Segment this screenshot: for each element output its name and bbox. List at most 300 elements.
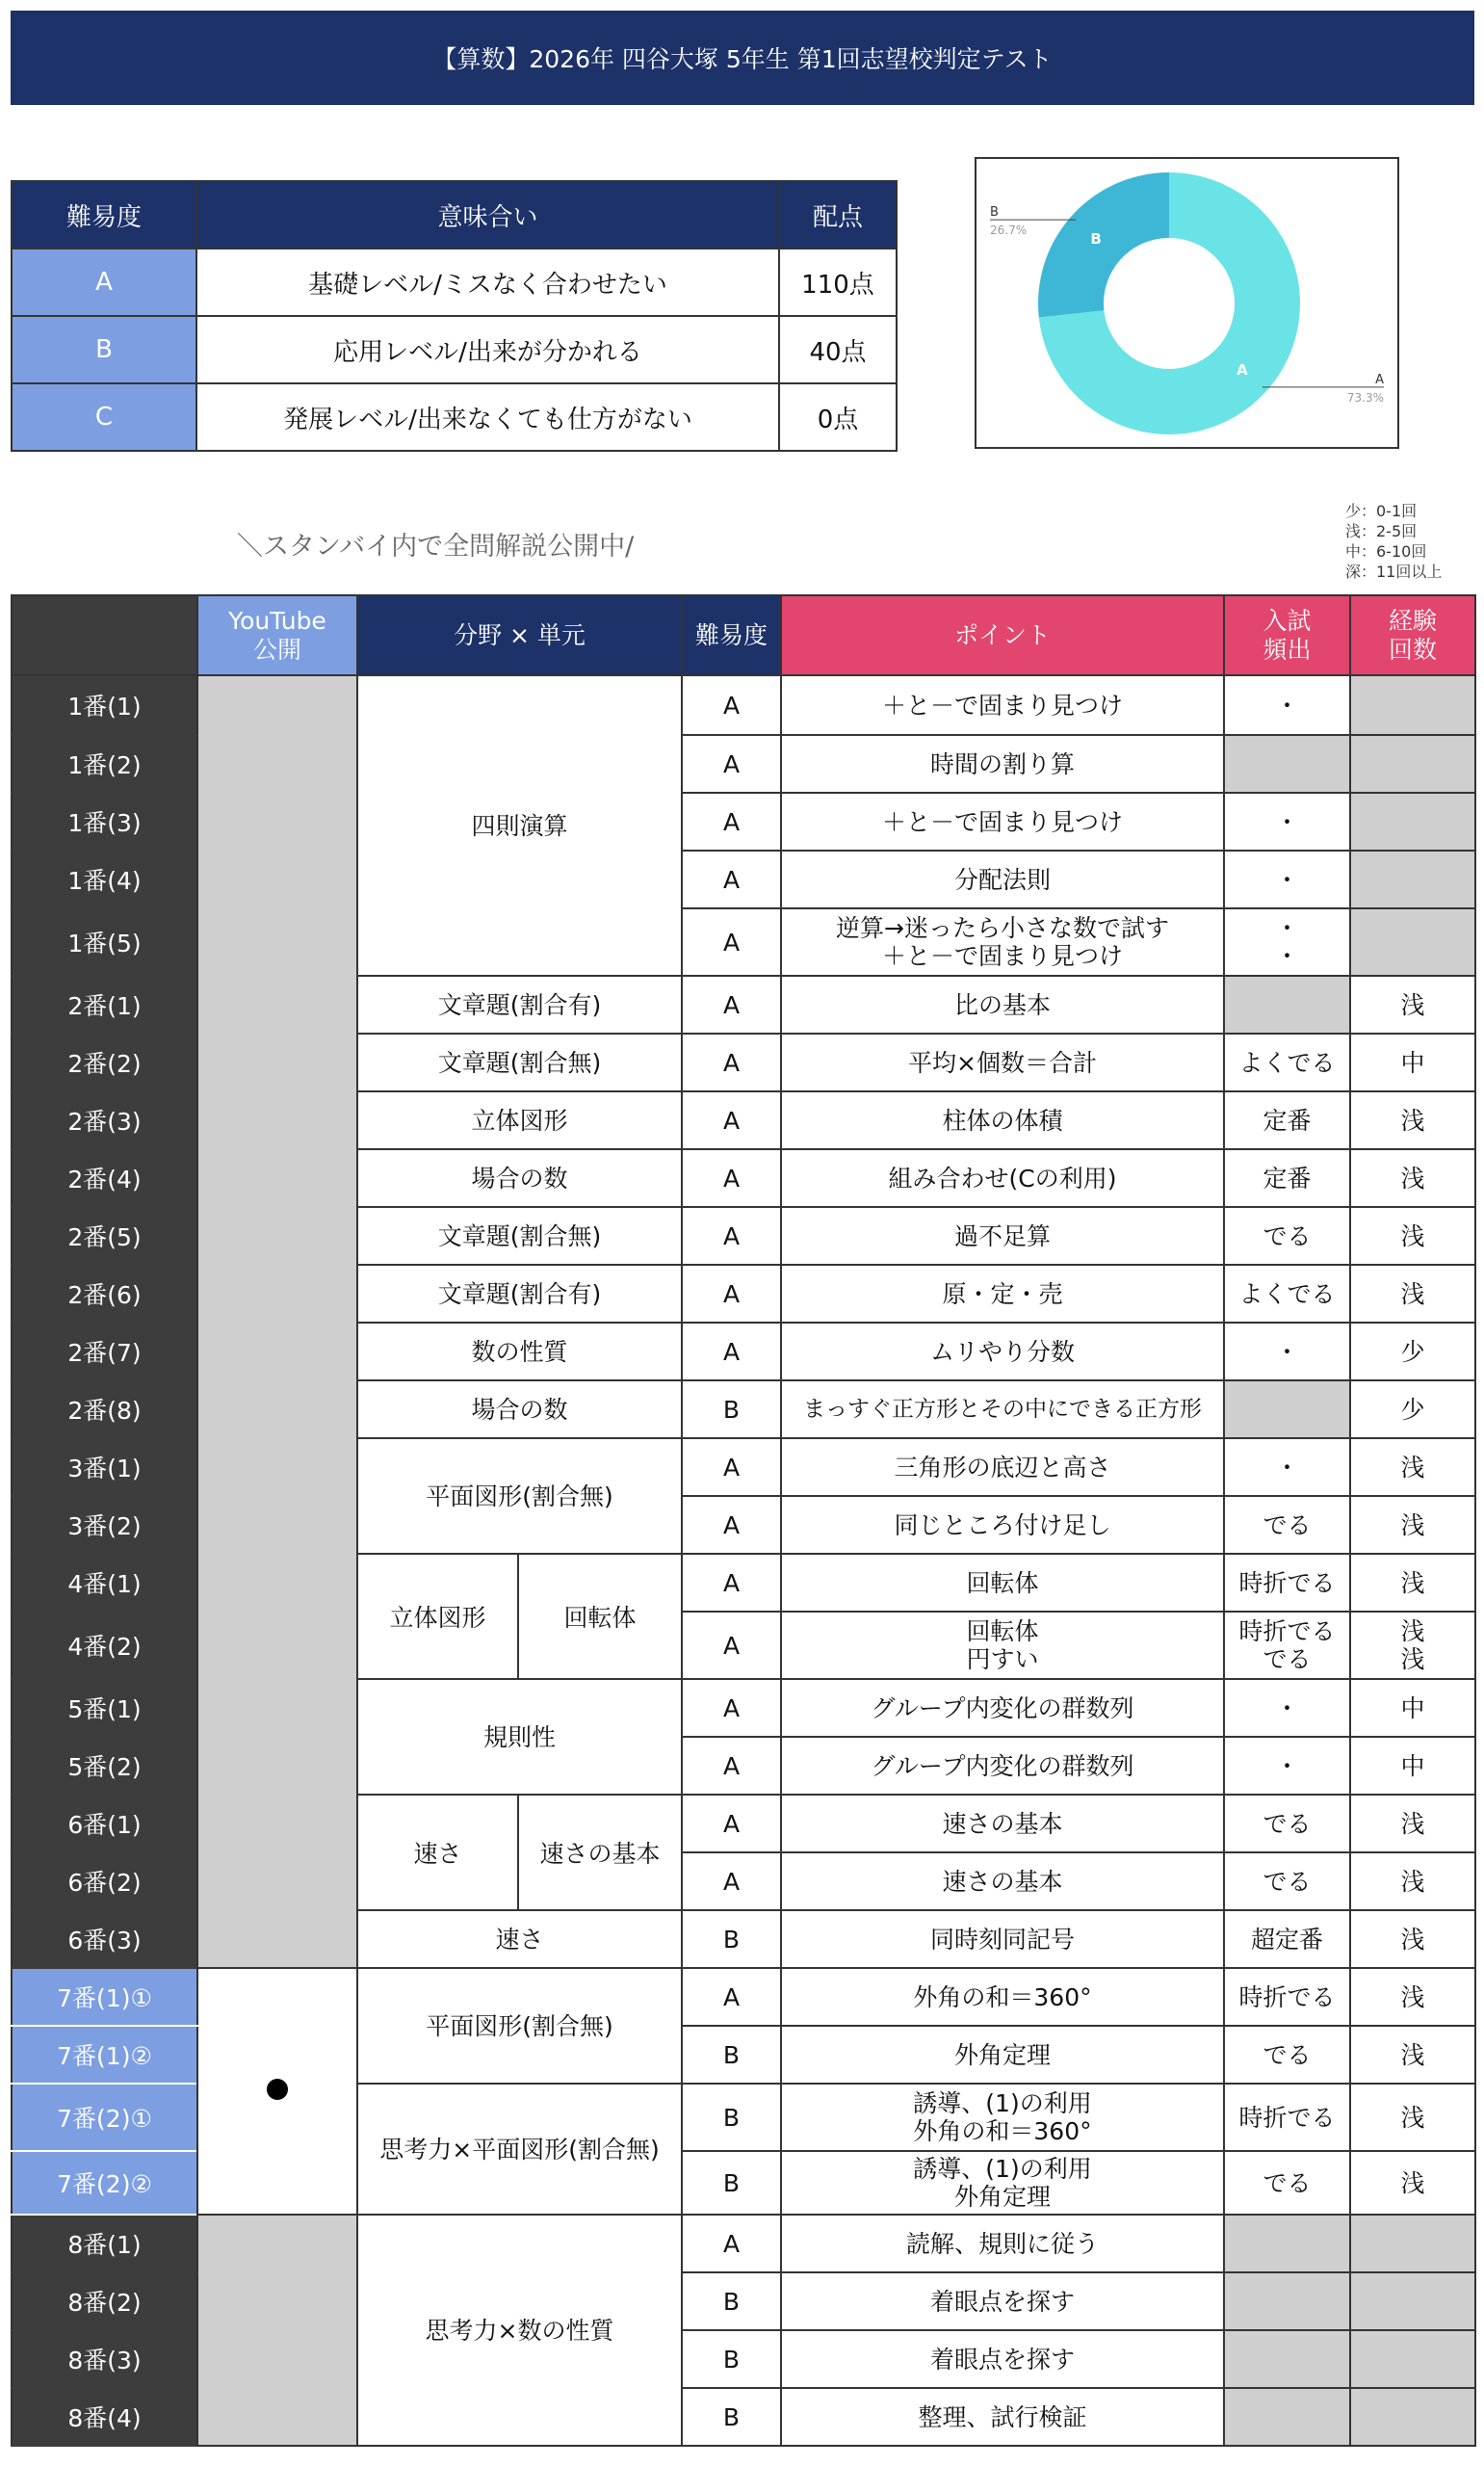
question-number: 7番(1)② [12, 2026, 197, 2084]
exam-frequency-line: でる [1263, 1221, 1312, 1250]
difficulty-cell: A [682, 735, 781, 793]
exam-frequency-line: でる [1263, 1510, 1312, 1539]
difficulty-cell: B [682, 1380, 781, 1438]
donut-slice-label: A [1237, 361, 1248, 380]
exam-frequency-cell [1224, 1323, 1350, 1380]
exam-frequency-line: ・ [1274, 914, 1299, 942]
point-cell [781, 675, 1224, 735]
diff-points-c: 0点 [779, 383, 897, 451]
field-cell: 平面図形(割合無) [357, 1968, 682, 2084]
experience-legend [1345, 501, 1442, 582]
point-cell [781, 2026, 1224, 2084]
donut-category-label: B [990, 205, 999, 221]
experience-cell [1350, 1034, 1475, 1091]
exam-frequency-cell [1224, 2084, 1350, 2151]
point-line: ムリやり分数 [929, 1337, 1075, 1366]
exam-frequency-line: ・ [1274, 691, 1299, 720]
experience-line: 浅 [1400, 2103, 1425, 2132]
point-line: 読解、規則に従う [905, 2229, 1099, 2258]
donut-slice-label: B [1090, 229, 1102, 248]
youtube-cell [197, 1968, 357, 2215]
exam-frequency-cell [1224, 851, 1350, 908]
exam-frequency-cell [1224, 2215, 1350, 2272]
point-line: 柱体の体積 [942, 1106, 1063, 1135]
experience-line: 浅 [1400, 2168, 1425, 2197]
question-number: 7番(1)① [12, 1968, 197, 2026]
question-number: 8番(4) [12, 2388, 197, 2446]
header-experience-line1: 経験 [1388, 606, 1437, 635]
exam-frequency-cell [1224, 1852, 1350, 1910]
diff-level-c: C [12, 383, 196, 451]
question-number: 2番(6) [12, 1265, 197, 1323]
point-cell [781, 851, 1224, 908]
point-cell [781, 1380, 1224, 1438]
point-line: ＋と－で固まり見つけ [881, 942, 1123, 970]
experience-cell [1350, 1910, 1475, 1968]
experience-line: 浅 [1400, 1809, 1425, 1838]
donut-percent-label: 73.3% [1346, 390, 1384, 405]
header-question [12, 595, 197, 675]
exam-frequency-cell [1224, 1265, 1350, 1323]
experience-line: 浅 [1400, 1106, 1425, 1135]
diff-meaning-a: 基礎レベル/ミスなく合わせたい [196, 249, 779, 316]
exam-frequency-line: ・ [1274, 1693, 1299, 1722]
diff-points-b: 40点 [779, 316, 897, 383]
exam-frequency-cell [1224, 793, 1350, 851]
header-experience [1350, 595, 1475, 675]
youtube-cell [197, 2215, 357, 2446]
diff-meaning-c: 発展レベル/出来なくても仕方がない [196, 383, 779, 451]
experience-line: 中 [1400, 1693, 1425, 1722]
point-cell [781, 2151, 1224, 2215]
question-table [11, 594, 1476, 2447]
point-line: ＋と－で固まり見つけ [881, 691, 1123, 720]
point-cell [781, 2272, 1224, 2330]
diff-header-points: 配点 [779, 181, 897, 249]
point-cell [781, 1323, 1224, 1380]
question-number: 8番(2) [12, 2272, 197, 2330]
point-line: 分配法則 [953, 865, 1051, 894]
difficulty-cell: B [682, 2084, 781, 2151]
exam-frequency-cell [1224, 1910, 1350, 1968]
exam-frequency-cell [1224, 1612, 1350, 1679]
exam-frequency-line: でる [1263, 1867, 1312, 1896]
youtube-cell [197, 675, 357, 1968]
diff-header-level: 難易度 [12, 181, 196, 249]
experience-cell [1350, 2026, 1475, 2084]
question-number: 8番(3) [12, 2330, 197, 2388]
exam-frequency-line: ・ [1274, 942, 1299, 970]
experience-cell [1350, 793, 1475, 851]
field-cell: 文章題(割合無) [357, 1034, 682, 1091]
difficulty-cell: A [682, 1091, 781, 1149]
exam-frequency-cell [1224, 1554, 1350, 1612]
exam-frequency-line: 超定番 [1250, 1925, 1323, 1954]
experience-cell [1350, 1968, 1475, 2026]
diff-level-b: B [12, 316, 196, 383]
exam-frequency-cell [1224, 1438, 1350, 1496]
experience-cell [1350, 1795, 1475, 1852]
exam-frequency-line: 時折でる [1238, 2103, 1336, 2132]
diff-level-a: A [12, 249, 196, 316]
point-line: 比の基本 [953, 990, 1051, 1019]
exam-frequency-line: でる [1263, 1645, 1312, 1673]
experience-cell [1350, 2084, 1475, 2151]
experience-cell [1350, 675, 1475, 735]
donut-svg [976, 159, 1397, 447]
point-line: 外角の和＝360° [913, 2117, 1092, 2145]
experience-cell [1350, 2151, 1475, 2215]
exam-frequency-line: ・ [1274, 1453, 1299, 1482]
donut-slice-b [1038, 172, 1169, 317]
question-number: 2番(5) [12, 1207, 197, 1265]
point-line: 逆算→迷ったら小さな数で試す [836, 914, 1169, 942]
experience-cell [1350, 1438, 1475, 1496]
legend-item: 少：0-1回 [1345, 502, 1418, 520]
experience-cell [1350, 1496, 1475, 1554]
experience-cell [1350, 851, 1475, 908]
experience-cell [1350, 1091, 1475, 1149]
difficulty-cell: A [682, 908, 781, 976]
question-number: 1番(5) [12, 908, 197, 976]
difficulty-cell: B [682, 2388, 781, 2446]
point-cell [781, 1091, 1224, 1149]
point-cell [781, 1679, 1224, 1737]
difficulty-cell: A [682, 1612, 781, 1679]
point-cell [781, 2388, 1224, 2446]
question-number: 3番(2) [12, 1496, 197, 1554]
point-line: 外角定理 [953, 2183, 1051, 2211]
table-row [12, 2215, 1475, 2272]
diff-header-meaning: 意味合い [196, 181, 779, 249]
question-number: 4番(1) [12, 1554, 197, 1612]
experience-line: 浅 [1400, 1510, 1425, 1539]
header-exam-line1: 入試 [1263, 606, 1312, 635]
difficulty-cell: B [682, 2151, 781, 2215]
question-number: 7番(2)② [12, 2151, 197, 2215]
point-cell [781, 908, 1224, 976]
header-experience-line2: 回数 [1388, 635, 1437, 664]
point-line: グループ内変化の群数列 [871, 1751, 1134, 1780]
point-line: 外角定理 [953, 2040, 1051, 2069]
legend-item: 浅：2-5回 [1345, 522, 1418, 540]
header-youtube-line1: YouTube [228, 606, 326, 635]
question-number: 7番(2)① [12, 2084, 197, 2151]
exam-frequency-cell [1224, 1380, 1350, 1438]
field-cell: 思考力×平面図形(割合無) [357, 2084, 682, 2215]
point-line: 回転体 [966, 1617, 1039, 1645]
difficulty-cell: B [682, 2026, 781, 2084]
difficulty-table [11, 180, 898, 452]
experience-line: 浅 [1400, 1279, 1425, 1308]
exam-frequency-cell [1224, 2026, 1350, 2084]
point-cell [781, 1968, 1224, 2026]
experience-line: 浅 [1400, 1925, 1425, 1954]
point-cell [781, 1207, 1224, 1265]
exam-frequency-line: でる [1263, 2040, 1312, 2069]
field-cell: 速さ [357, 1910, 682, 1968]
question-number: 6番(1) [12, 1795, 197, 1852]
point-line: 組み合わせ(Cの利用) [888, 1164, 1117, 1193]
exam-frequency-cell [1224, 2388, 1350, 2446]
question-number: 4番(2) [12, 1612, 197, 1679]
experience-line: 浅 [1400, 1645, 1425, 1673]
question-number: 6番(2) [12, 1852, 197, 1910]
exam-frequency-cell [1224, 2272, 1350, 2330]
exam-frequency-line: 時折でる [1238, 1617, 1336, 1645]
field-cell: 文章題(割合有) [357, 976, 682, 1034]
experience-line: 浅 [1400, 1867, 1425, 1896]
point-line: 原・定・売 [942, 1279, 1063, 1308]
difficulty-cell: A [682, 1149, 781, 1207]
exam-frequency-line: 時折でる [1238, 1568, 1336, 1597]
point-cell [781, 976, 1224, 1034]
experience-cell [1350, 1554, 1475, 1612]
point-cell [781, 793, 1224, 851]
exam-frequency-line: 定番 [1263, 1164, 1312, 1193]
exam-frequency-line: でる [1263, 1809, 1312, 1838]
experience-cell [1350, 908, 1475, 976]
point-cell [781, 1149, 1224, 1207]
point-cell [781, 2084, 1224, 2151]
point-line: 速さの基本 [942, 1867, 1063, 1896]
experience-line: 浅 [1400, 1568, 1425, 1597]
header-point: ポイント [781, 595, 1224, 675]
difficulty-cell: A [682, 793, 781, 851]
experience-cell [1350, 1323, 1475, 1380]
point-cell [781, 2330, 1224, 2388]
difficulty-cell: A [682, 1265, 781, 1323]
difficulty-cell: A [682, 976, 781, 1034]
unit-cell: 速さの基本 [518, 1795, 682, 1910]
field-cell: 数の性質 [357, 1323, 682, 1380]
question-number: 3番(1) [12, 1438, 197, 1496]
point-cell [781, 1265, 1224, 1323]
point-cell [781, 1910, 1224, 1968]
difficulty-cell: A [682, 1554, 781, 1612]
diff-meaning-b: 応用レベル/出来が分かれる [196, 316, 779, 383]
experience-cell [1350, 1265, 1475, 1323]
point-cell [781, 2215, 1224, 2272]
experience-cell [1350, 735, 1475, 793]
exam-frequency-cell [1224, 976, 1350, 1034]
point-cell [781, 1496, 1224, 1554]
point-line: ＋と－で固まり見つけ [881, 807, 1123, 836]
exam-frequency-cell [1224, 1091, 1350, 1149]
experience-cell [1350, 976, 1475, 1034]
question-number: 2番(8) [12, 1380, 197, 1438]
header-field: 分野 × 単元 [357, 595, 682, 675]
exam-frequency-line: 定番 [1263, 1106, 1312, 1135]
exam-frequency-line: ・ [1274, 807, 1299, 836]
difficulty-cell: A [682, 1852, 781, 1910]
difficulty-donut-chart [975, 157, 1399, 449]
point-cell [781, 1438, 1224, 1496]
difficulty-cell: B [682, 2272, 781, 2330]
point-line: 同時刻同記号 [929, 1925, 1075, 1954]
donut-percent-label: 26.7% [990, 223, 1028, 238]
experience-line: 浅 [1400, 1221, 1425, 1250]
legend-item: 深：11回以上 [1345, 563, 1443, 581]
experience-cell [1350, 1612, 1475, 1679]
field-cell: 立体図形 [357, 1554, 518, 1679]
question-number: 5番(2) [12, 1737, 197, 1795]
point-line: 外角の和＝360° [913, 1982, 1092, 2011]
exam-frequency-line: よくでる [1238, 1048, 1336, 1077]
experience-line: 浅 [1400, 990, 1425, 1019]
header-youtube [197, 595, 357, 675]
youtube-published-dot [267, 2079, 288, 2100]
point-cell [781, 1612, 1224, 1679]
exam-frequency-line: ・ [1274, 865, 1299, 894]
point-line: 整理、試行検証 [918, 2402, 1087, 2431]
experience-line: 中 [1400, 1751, 1425, 1780]
table-row [12, 675, 1475, 735]
point-line: 同じところ付け足し [894, 1510, 1111, 1539]
experience-cell [1350, 1207, 1475, 1265]
point-line: 円すい [966, 1645, 1039, 1673]
point-cell [781, 1737, 1224, 1795]
difficulty-cell: B [682, 2330, 781, 2388]
difficulty-cell: A [682, 1795, 781, 1852]
point-line: 三角形の底辺と高さ [894, 1453, 1111, 1482]
difficulty-cell: A [682, 1323, 781, 1380]
question-number: 2番(4) [12, 1149, 197, 1207]
field-cell: 立体図形 [357, 1091, 682, 1149]
exam-frequency-cell [1224, 1679, 1350, 1737]
point-cell [781, 1795, 1224, 1852]
exam-frequency-line: 時折でる [1238, 1982, 1336, 2011]
point-line: 着眼点を探す [929, 2345, 1075, 2374]
point-cell [781, 1852, 1224, 1910]
experience-line: 浅 [1400, 1982, 1425, 2011]
point-line: 速さの基本 [942, 1809, 1063, 1838]
field-cell: 思考力×数の性質 [357, 2215, 682, 2446]
question-number: 6番(3) [12, 1910, 197, 1968]
experience-line: 少 [1400, 1337, 1425, 1366]
header-difficulty: 難易度 [682, 595, 781, 675]
point-line: 回転体 [966, 1568, 1039, 1597]
experience-cell [1350, 1737, 1475, 1795]
field-cell: 場合の数 [357, 1380, 682, 1438]
exam-frequency-cell [1224, 908, 1350, 976]
exam-frequency-cell [1224, 675, 1350, 735]
point-cell [781, 1554, 1224, 1612]
donut-category-label: A [1375, 372, 1384, 387]
field-cell: 文章題(割合無) [357, 1207, 682, 1265]
point-line: 誘導、(1)の利用 [913, 2155, 1092, 2183]
exam-frequency-cell [1224, 735, 1350, 793]
exam-frequency-cell [1224, 1737, 1350, 1795]
exam-frequency-line: でる [1263, 2168, 1312, 2197]
point-cell [781, 1034, 1224, 1091]
question-number: 2番(1) [12, 976, 197, 1034]
point-line: 平均×個数＝合計 [908, 1048, 1097, 1077]
exam-frequency-cell [1224, 1795, 1350, 1852]
question-number: 1番(3) [12, 793, 197, 851]
question-number: 2番(7) [12, 1323, 197, 1380]
difficulty-cell: A [682, 851, 781, 908]
question-number: 8番(1) [12, 2215, 197, 2272]
point-line: 誘導、(1)の利用 [913, 2089, 1092, 2117]
field-cell: 場合の数 [357, 1149, 682, 1207]
experience-cell [1350, 1852, 1475, 1910]
unit-cell: 回転体 [518, 1554, 682, 1679]
field-cell: 平面図形(割合無) [357, 1438, 682, 1554]
difficulty-cell: A [682, 1438, 781, 1496]
difficulty-cell: B [682, 1910, 781, 1968]
header-youtube-line2: 公開 [252, 635, 301, 664]
standby-note: ＼スタンバイ内で全問解説公開中/ [237, 532, 635, 562]
experience-cell [1350, 2272, 1475, 2330]
exam-frequency-cell [1224, 1207, 1350, 1265]
field-cell: 文章題(割合有) [357, 1265, 682, 1323]
legend-item: 中：6-10回 [1345, 542, 1427, 561]
difficulty-cell: A [682, 1737, 781, 1795]
exam-frequency-cell [1224, 1968, 1350, 2026]
point-line: 着眼点を探す [929, 2287, 1075, 2316]
exam-frequency-cell [1224, 2330, 1350, 2388]
question-number: 2番(2) [12, 1034, 197, 1091]
experience-line: 浅 [1400, 1164, 1425, 1193]
question-number: 2番(3) [12, 1091, 197, 1149]
point-cell [781, 735, 1224, 793]
experience-cell [1350, 2330, 1475, 2388]
difficulty-cell: A [682, 2215, 781, 2272]
experience-cell [1350, 2388, 1475, 2446]
experience-cell [1350, 1380, 1475, 1438]
experience-line: 中 [1400, 1048, 1425, 1077]
experience-cell [1350, 1149, 1475, 1207]
difficulty-cell: A [682, 1496, 781, 1554]
question-number: 1番(2) [12, 735, 197, 793]
field-cell: 速さ [357, 1795, 518, 1910]
difficulty-cell: A [682, 1207, 781, 1265]
point-line: グループ内変化の群数列 [871, 1693, 1134, 1722]
exam-frequency-cell [1224, 1496, 1350, 1554]
field-cell: 四則演算 [357, 675, 682, 976]
question-number: 1番(1) [12, 675, 197, 735]
point-line: まっすぐ正方形とその中にできる正方形 [803, 1396, 1202, 1422]
header-exam [1224, 595, 1350, 675]
exam-frequency-cell [1224, 2151, 1350, 2215]
page-title: 【算数】2026年 四谷大塚 5年生 第1回志望校判定テスト [11, 11, 1474, 105]
question-number: 1番(4) [12, 851, 197, 908]
exam-frequency-line: ・ [1274, 1751, 1299, 1780]
header-exam-line2: 頻出 [1263, 635, 1312, 664]
difficulty-cell: A [682, 1968, 781, 2026]
experience-cell [1350, 1679, 1475, 1737]
exam-frequency-line: ・ [1274, 1337, 1299, 1366]
experience-line: 浅 [1400, 2040, 1425, 2069]
exam-frequency-line: よくでる [1238, 1279, 1336, 1308]
difficulty-cell: A [682, 1679, 781, 1737]
point-line: 時間の割り算 [929, 749, 1075, 778]
experience-line: 浅 [1400, 1453, 1425, 1482]
exam-frequency-cell [1224, 1149, 1350, 1207]
diff-points-a: 110点 [779, 249, 897, 316]
question-number: 5番(1) [12, 1679, 197, 1737]
experience-line: 少 [1400, 1395, 1425, 1424]
table-row [12, 1968, 1475, 2026]
difficulty-cell: A [682, 1034, 781, 1091]
difficulty-cell: A [682, 675, 781, 735]
field-cell: 規則性 [357, 1679, 682, 1795]
exam-frequency-cell [1224, 1034, 1350, 1091]
experience-cell [1350, 2215, 1475, 2272]
experience-line: 浅 [1400, 1617, 1425, 1645]
point-line: 過不足算 [953, 1221, 1051, 1250]
